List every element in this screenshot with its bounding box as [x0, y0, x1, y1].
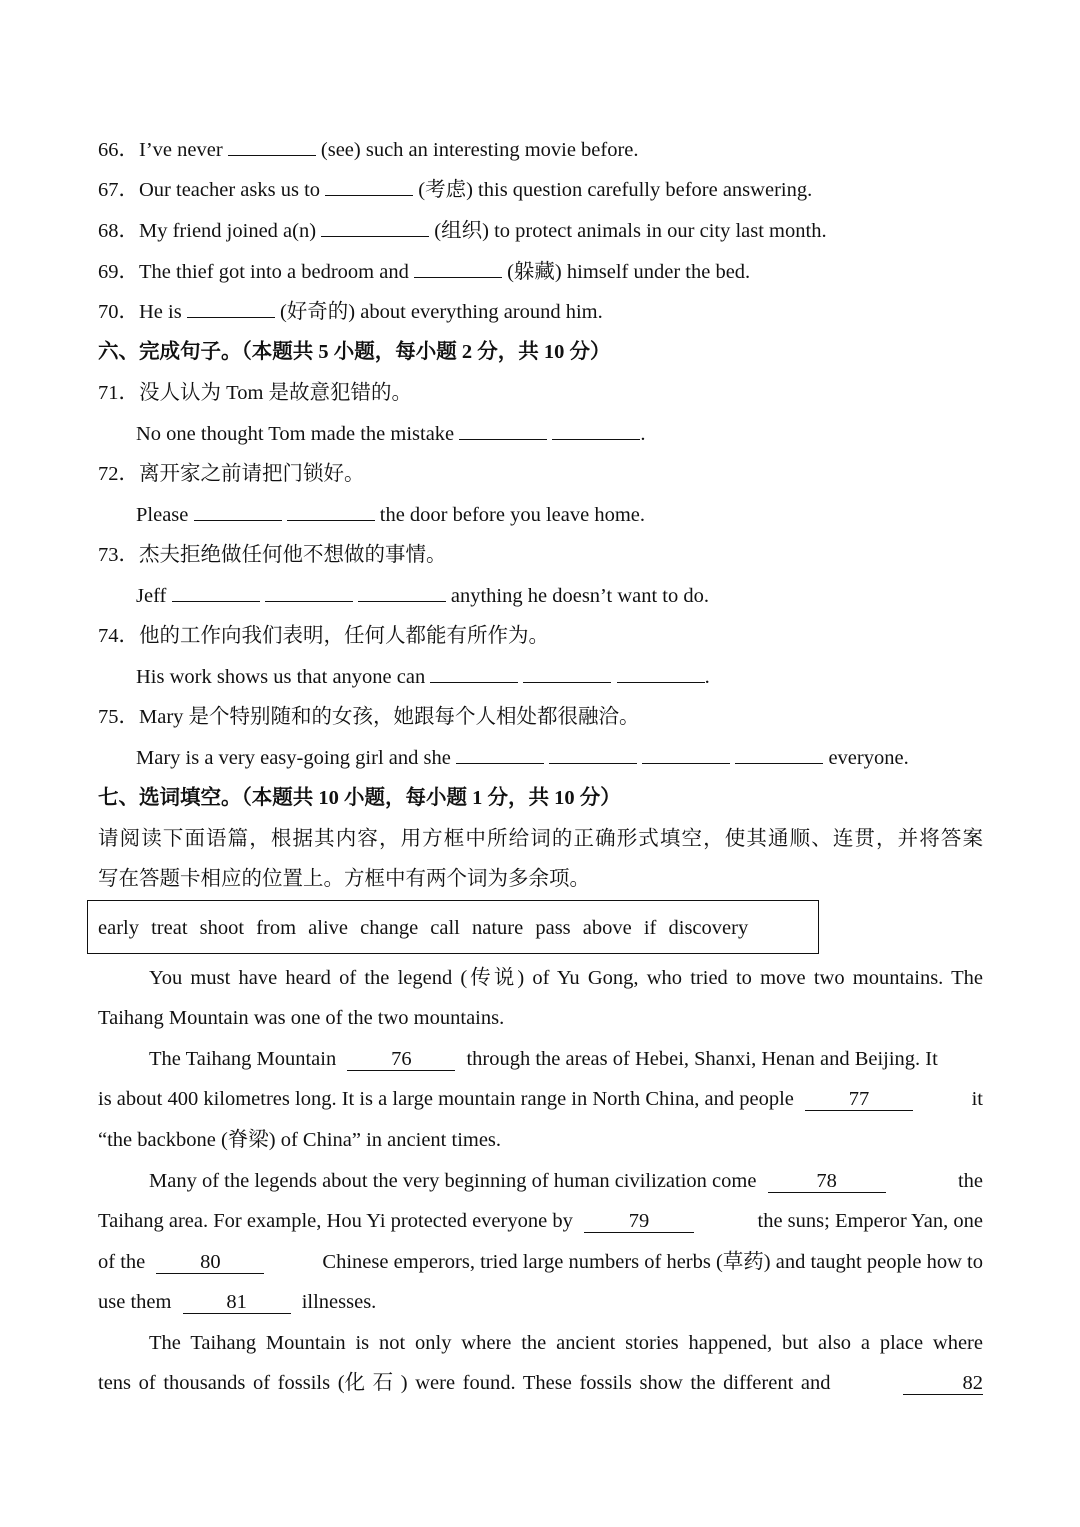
- question-69: [98, 257, 983, 287]
- answer-blank[interactable]: [414, 257, 502, 278]
- section-7-instructions: 请阅读下面语篇，根据其内容，用方框中所给词的正确形式填空，使其通顺、连贯，并将答案: [98, 828, 983, 850]
- section-7-instructions-cont: 写在答题卡相应的位置上。方框中有两个词为多余项。: [98, 868, 590, 890]
- english-sentence: the door before you leave home.: [379, 504, 646, 526]
- passage-text: The Taihang Mountain: [149, 1048, 337, 1070]
- question-text: Our teacher asks us to: [139, 179, 321, 201]
- english-sentence: His work shows us that anyone can: [136, 666, 426, 688]
- word-bank-words: early treat shoot from alive change call nature pass above if discovery: [98, 917, 749, 939]
- section-7-title: 七、选词填空。（本题共 10 小题，每小题 1 分，共 10 分）: [98, 787, 621, 809]
- question-number: 68．: [98, 220, 139, 242]
- question-number: 67．: [98, 179, 139, 201]
- answer-blank[interactable]: [172, 581, 260, 602]
- blank-81[interactable]: 81: [183, 1291, 291, 1314]
- chinese-sentence: 杰夫拒绝做任何他不想做的事情。: [139, 544, 447, 566]
- question-72-english: [136, 500, 983, 530]
- passage-text: the suns; Emperor Yan, one: [757, 1210, 983, 1232]
- english-sentence: Jeff: [136, 585, 167, 607]
- passage-text: is about 400 kilometres long. It is a large mountain range in North China, and people: [98, 1088, 794, 1110]
- passage-line: Taihang Mountain was one of the two mountains.: [98, 1007, 505, 1029]
- question-67: [98, 175, 983, 205]
- passage-text: through the areas of Hebei, Shanxi, Henan and Beijing. It: [466, 1048, 938, 1070]
- question-73-chinese: [98, 540, 983, 570]
- answer-blank[interactable]: [456, 743, 544, 764]
- answer-blank[interactable]: [552, 419, 640, 440]
- question-text: (组织) to protect animals in our city last month.: [434, 220, 827, 242]
- question-text: The thief got into a bedroom and: [139, 261, 409, 283]
- english-sentence: Mary is a very easy-going girl and she: [136, 747, 451, 769]
- question-75-chinese: [98, 702, 983, 732]
- passage-text: tens of thousands of fossils (化 石 ) were found. These fossils show the different and: [98, 1372, 831, 1394]
- chinese-sentence: 离开家之前请把门锁好。: [139, 463, 365, 485]
- answer-blank[interactable]: [194, 500, 282, 521]
- question-number: 70．: [98, 301, 139, 323]
- answer-blank[interactable]: [358, 581, 446, 602]
- question-text: (躲藏) himself under the bed.: [507, 261, 751, 283]
- word-bank-box: [87, 900, 819, 954]
- passage-line: “the backbone (脊梁) of China” in ancient times.: [98, 1129, 502, 1151]
- question-75-english: [136, 743, 983, 773]
- question-number: 71．: [98, 382, 139, 404]
- passage-line: [98, 1287, 983, 1317]
- passage-text: Chinese emperors, tried large numbers of herbs (草药) and taught people how to: [322, 1251, 983, 1273]
- chinese-sentence: 他的工作向我们表明，任何人都能有所作为。: [139, 625, 549, 647]
- blank-80[interactable]: 80: [156, 1251, 264, 1274]
- blank-82[interactable]: 82: [903, 1372, 983, 1395]
- answer-blank[interactable]: [430, 662, 518, 683]
- question-number: 75．: [98, 706, 139, 728]
- chinese-sentence: 没人认为 Tom 是故意犯错的。: [139, 382, 413, 404]
- passage-text: the: [957, 1170, 983, 1192]
- question-number: 74．: [98, 625, 139, 647]
- question-number: 69．: [98, 261, 139, 283]
- answer-blank[interactable]: [187, 297, 275, 318]
- answer-blank[interactable]: [549, 743, 637, 764]
- passage-line: [149, 1044, 983, 1074]
- passage-line: The Taihang Mountain is not only where the ancient stories happened, but also a place where: [149, 1332, 983, 1354]
- question-text: My friend joined a(n): [139, 220, 317, 242]
- passage-line: [98, 1206, 983, 1236]
- question-74-english: [136, 662, 983, 692]
- answer-blank[interactable]: [735, 743, 823, 764]
- passage-text: Taihang area. For example, Hou Yi protected everyone by: [98, 1210, 573, 1232]
- question-number: 73．: [98, 544, 139, 566]
- question-70: [98, 297, 983, 327]
- english-sentence: .: [640, 423, 646, 445]
- english-sentence: Please: [136, 504, 189, 526]
- blank-79[interactable]: 79: [584, 1210, 694, 1233]
- question-number: 72．: [98, 463, 139, 485]
- question-74-chinese: [98, 621, 983, 651]
- answer-blank[interactable]: [523, 662, 611, 683]
- section-6-title: 六、完成句子。（本题共 5 小题，每小题 2 分，共 10 分）: [98, 341, 611, 363]
- english-sentence: .: [704, 666, 710, 688]
- english-sentence: anything he doesn’t want to do.: [450, 585, 709, 607]
- question-text: (好奇的) about everything around him.: [279, 301, 603, 323]
- passage-line: [149, 1166, 983, 1196]
- answer-blank[interactable]: [228, 135, 316, 156]
- passage-text: illnesses.: [301, 1291, 377, 1313]
- question-text: (考虑) this question carefully before answering.: [418, 179, 813, 201]
- passage-line: [98, 1247, 983, 1277]
- passage-line: [98, 1084, 983, 1114]
- passage-text: it: [971, 1088, 983, 1110]
- chinese-sentence: Mary 是个特别随和的女孩，她跟每个人相处都很融洽。: [139, 706, 640, 728]
- question-text: He is: [139, 301, 182, 323]
- english-sentence: No one thought Tom made the mistake: [136, 423, 455, 445]
- passage-text: of the: [98, 1251, 146, 1273]
- question-text: (see) such an interesting movie before.: [320, 139, 639, 161]
- question-number: 66．: [98, 139, 139, 161]
- question-text: I’ve never: [139, 139, 223, 161]
- passage-line: [98, 1368, 983, 1398]
- passage-text: use them: [98, 1291, 172, 1313]
- question-72-chinese: [98, 459, 983, 489]
- blank-78[interactable]: 78: [768, 1170, 886, 1193]
- passage-line: You must have heard of the legend (传说) of Yu Gong, who tried to move two mountains. The: [149, 967, 983, 989]
- answer-blank[interactable]: [617, 662, 705, 683]
- answer-blank[interactable]: [287, 500, 375, 521]
- english-sentence: everyone.: [828, 747, 909, 769]
- question-71-chinese: [98, 378, 983, 408]
- answer-blank[interactable]: [459, 419, 547, 440]
- answer-blank[interactable]: [642, 743, 730, 764]
- question-66: [98, 135, 983, 165]
- answer-blank[interactable]: [325, 175, 413, 196]
- question-73-english: [136, 581, 983, 611]
- answer-blank[interactable]: [321, 216, 429, 237]
- question-68: [98, 216, 983, 246]
- question-71-english: [136, 419, 983, 449]
- passage-text: Many of the legends about the very beginning of human civilization come: [149, 1170, 757, 1192]
- blank-77[interactable]: 77: [805, 1088, 913, 1111]
- blank-76[interactable]: 76: [347, 1048, 455, 1071]
- answer-blank[interactable]: [265, 581, 353, 602]
